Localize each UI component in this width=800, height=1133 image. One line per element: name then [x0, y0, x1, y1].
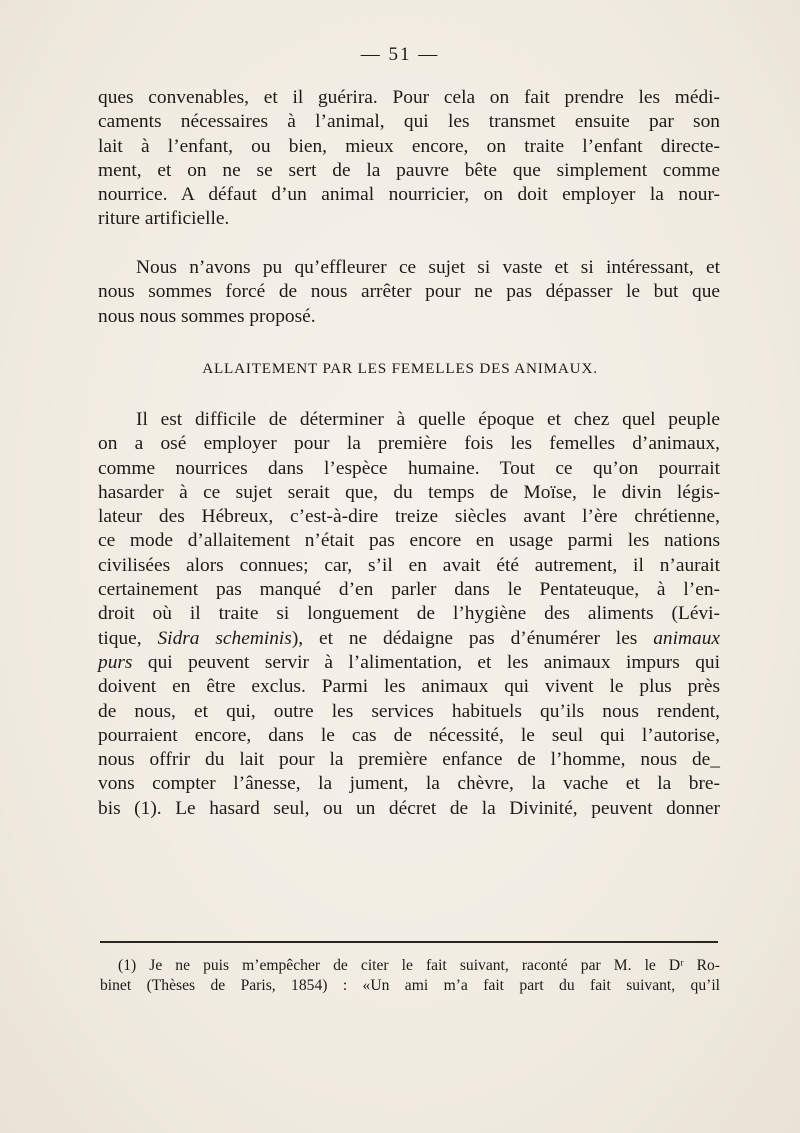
footnote-line: (1) Je ne puis m’empêcher de citer le fait suivant, raconté par M. le Dʳ Ro- [118, 957, 720, 974]
text-line: riture artificielle. [98, 208, 230, 230]
paragraph-2 [98, 256, 720, 329]
section-heading: ALLAITEMENT PAR LES FEMELLES DES ANIMAUX. [202, 360, 598, 377]
text-line: droit où il traite si longuement de l’hygiène des aliments (Lévi- [98, 603, 720, 625]
text-line: civilisées alors connues; car, s’il en avait été autrement, il n’aurait [98, 554, 720, 576]
footnote [100, 956, 720, 996]
text-run: qui peuvent servir à l’alimentation, et les animaux impurs qui [132, 651, 720, 673]
text-line: bis (1). Le hasard seul, ou un décret de la Divinité, peuvent donner [98, 797, 720, 819]
text-line [98, 627, 720, 651]
text-line: Il est difficile de déterminer à quelle époque et chez quel peuple [136, 409, 720, 430]
italic-title: Sidra scheminis [157, 627, 292, 649]
text-line: doivent en être exclus. Parmi les animaux qui vivent le plus près [98, 676, 720, 698]
text-line: Nous n’avons pu qu’effleurer ce sujet si vaste et si intéressant, et [136, 257, 720, 278]
text-line: nous nous sommes proposé. [98, 305, 316, 327]
text-line: comme nourrices dans l’espèce humaine. Tout ce qu’on pourrait [98, 457, 720, 479]
text-line: nous offrir du lait pour la première enfance de l’homme, nous de_ [98, 749, 720, 771]
text-line [98, 651, 720, 675]
text-line: certainement pas manqué d’en parler dans le Pentateuque, à l’en- [98, 579, 720, 601]
paragraph-1 [98, 86, 720, 232]
text-run: tique, [98, 627, 158, 649]
text-line: lait à l’enfant, ou bien, mieux encore, on traite l’enfant directe- [98, 135, 720, 157]
paragraph-3 [98, 408, 720, 821]
text-line: nourrice. A défaut d’un animal nourricier, on doit employer la nour- [98, 184, 720, 206]
text-line: ment, et on ne se sert de la pauvre bête que simplement comme [98, 159, 720, 181]
text-line: de nous, et qui, outre les services habituels qu’ils nous rendent, [98, 700, 720, 722]
italic-term: animaux [653, 627, 720, 649]
text-line: on a osé employer pour la première fois les femelles d’animaux, [98, 433, 720, 455]
italic-term: purs [98, 651, 133, 673]
page-number: — 51 — [360, 44, 440, 65]
footnote-divider [100, 941, 718, 943]
text-run: ), et ne dédaigne pas d’énumérer les [291, 627, 654, 649]
text-line: ques convenables, et il guérira. Pour cela on fait prendre les médi- [98, 87, 720, 108]
footnote-line: binet (Thèses de Paris, 1854) : «Un ami m’a fait part du fait suivant, qu’il [100, 977, 720, 994]
text-line: vons compter l’ânesse, la jument, la chèvre, la vache et la bre- [98, 773, 720, 795]
text-line: ce mode d’allaitement n’était pas encore en usage parmi les nations [98, 530, 720, 552]
text-line: hasarder à ce sujet serait que, du temps de Moïse, le divin légis- [98, 481, 720, 503]
text-line: pourraient encore, dans le cas de nécessité, le seul qui l’autorise, [98, 724, 720, 746]
text-line: nous sommes forcé de nous arrêter pour ne pas dépasser le but que [98, 281, 720, 303]
text-line: caments nécessaires à l’animal, qui les transmet ensuite par son [98, 111, 720, 133]
text-line: lateur des Hébreux, c’est-à-dire treize siècles avant l’ère chrétienne, [98, 506, 720, 528]
